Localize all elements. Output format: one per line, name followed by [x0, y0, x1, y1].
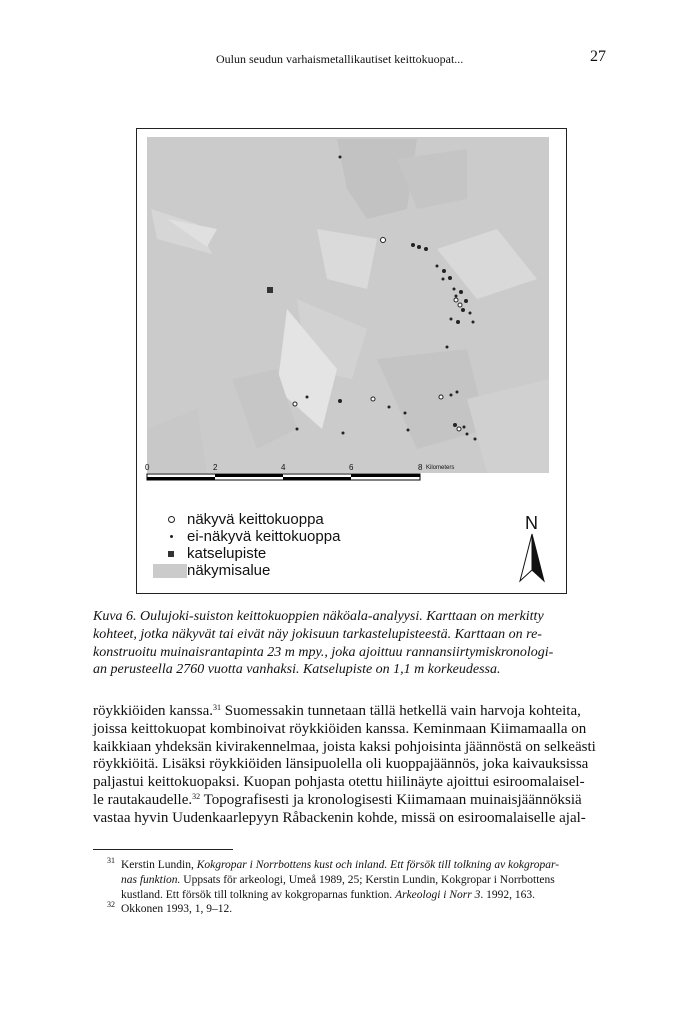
square-icon [168, 551, 174, 557]
footnote-31-cont: nas funktion. Uppsats för arkeologi, Umeå 1989, 25; Kerstin Lundin, Kokgropar i Norrbottens [121, 873, 555, 886]
dot-icon [170, 535, 173, 538]
scale-tick-label: 6 [349, 463, 354, 472]
figure-caption [93, 608, 611, 679]
footnote-32: $^{32}$ Okkonen 1993, 1, 9–12. [107, 900, 233, 916]
body-line: röykkiöiden kanssa.$^{31}$ Suomessakin tunnetaan tällä hetkellä vain harvoja kohteita, [93, 703, 581, 719]
footnotes [93, 858, 611, 917]
scale-tick-label: 8 [418, 463, 423, 472]
legend-item-visible-pit [155, 511, 340, 528]
legend-label: näkyvä keittokuoppa [187, 511, 324, 528]
caption-line: an perusteella 2760 vuotta vanhaksi. Katselupiste on 1,1 m korkeudessa. [93, 662, 501, 678]
legend-label: ei-näkyvä keittokuoppa [187, 528, 341, 545]
footnote-ref-31[interactable]: 31 [212, 703, 221, 712]
map-legend [155, 511, 340, 579]
scale-unit-label: Kilometers [426, 465, 455, 471]
body-line: vastaa hyvin Uudenkaarlepyyn Råbackenin kohde, missä on esiroomalaiselle ajal- [93, 809, 586, 826]
north-label: N [525, 513, 538, 533]
body-paragraph [93, 703, 611, 828]
body-line: paljastui keittokuopaksi. Kuopan pohjasta otettu hiilinäyte ajoittui esiroomalaisel- [93, 774, 585, 791]
body-line: kaikkiaan yhdeksän kivirakennelmaa, joista kaksi pohjoisinta jäännöstä on selkeästi [93, 738, 596, 755]
footnote-31-cont: kustland. Ett försök till tolkning av kokgroparnas funktion. Arkeologi i Norr 3. 1992, 163. [121, 888, 535, 901]
footnote-ref-32[interactable]: 32 [192, 791, 201, 801]
grey-area-swatch [153, 564, 187, 578]
caption-line: konstruoitu muinaisrantapinta 23 m mpy., joka ajoittuu rannansiirtymiskronologi- [93, 644, 554, 660]
legend-item-viewpoint [155, 545, 340, 562]
viewshed-map-figure [136, 128, 567, 594]
body-line: joissa keittokuopat kombinoivat röykkiöiden kanssa. Keminmaan Kiimamaalla on [93, 720, 587, 737]
body-line: le rautakaudelle.$^{32}$ Topografisesti ja kronologisesti Kiimamaan muinaisjäännöksiä [93, 791, 582, 808]
caption-line: kohteet, jotka näkyvät tai eivät näy jokisuun tarkastelupisteestä. Karttaan on re- [93, 626, 542, 642]
legend-item-visibility-area [155, 562, 340, 579]
footnote-number: 32 [107, 900, 115, 910]
scale-tick-label: 0 [145, 463, 150, 472]
legend-label: näkymisalue [187, 562, 271, 579]
body-line: röykkiöitä. Lisäksi röykkiöiden länsipuolella oli kuoppajäännös, joka kaivauksissa [93, 756, 589, 773]
footnote-number: 31 [107, 856, 115, 865]
running-title: Oulun seudun varhaismetallikautiset keittokuopat... [216, 52, 464, 66]
open-circle-icon [168, 516, 175, 523]
scale-tick-label: 2 [213, 463, 218, 472]
footnote-31: $^{31}$ Kerstin Lundin, Kokgropar i Norrbottens kust och inland. Ett försök till tolkning av kokgropar- [107, 856, 560, 871]
caption-line: Kuva 6. Oulujoki-suiston keittokuoppien näköala-analyysi. Karttaan on merkitty [93, 609, 544, 624]
page-number: 27 [590, 48, 606, 65]
legend-label: katselupiste [187, 545, 267, 562]
scale-tick-label: 4 [281, 463, 286, 472]
legend-item-hidden-pit [155, 528, 340, 545]
footnote-divider [93, 849, 233, 850]
